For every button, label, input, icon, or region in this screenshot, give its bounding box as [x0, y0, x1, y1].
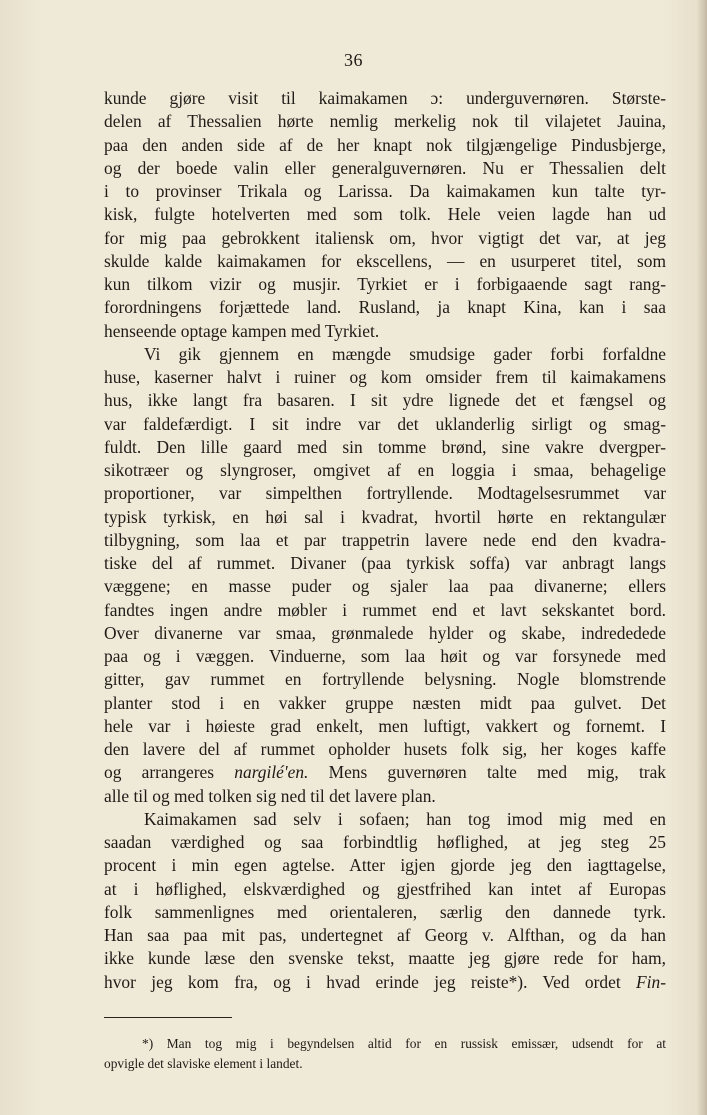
text-line: procent i min egen agtelse. Atter igjen gjorde jeg den iagttagelse, — [104, 855, 666, 876]
text-run: og arrangeres — [104, 762, 235, 783]
text-line: sikotræer og slyngroser, omgivet af en loggia i smaa, behagelige — [104, 460, 666, 480]
text-line: saadan værdighed og saa forbindtlig høflighed, at jeg steg 25 — [104, 832, 666, 852]
text-line: fuldt. Den lille gaard med sin tomme brønd, sine vakre dvergper- — [104, 436, 666, 457]
footnote-divider — [104, 1017, 232, 1018]
italic-term: Fin- — [636, 971, 666, 992]
text-line: i to provinser Trikala og Larissa. Da kaimakamen kun talte tyr- — [104, 181, 666, 201]
text-line: hele var i høieste grad enkelt, men luftigt, vakkert og fornemt. I — [104, 715, 666, 736]
text-line: gitter, gav rummet en fortryllende belysning. Nogle blomstrende — [104, 669, 666, 690]
text-line: fandtes ingen andre møbler i rummet end et lavt sekskantet bord. — [104, 599, 666, 620]
text-line: hus, ikke langt fra basaren. I sit ydre lignede det et fængsel og — [104, 390, 666, 411]
text-line: proportioner, var simpelthen fortryllende. Modtagelsesrummet var — [104, 483, 666, 504]
text-line: for mig paa gebrokkent italiensk om, hvor vigtigt det var, at jeg — [104, 227, 666, 248]
text-line: og der boede valin eller generalguvernøren. Nu er Thessalien delt — [104, 157, 666, 178]
page-number: 36 — [344, 50, 363, 70]
body-text — [104, 87, 666, 994]
text-line: huse, kaserner halvt i ruiner og kom omsider frem til kaimakamens — [104, 367, 666, 387]
paragraph-end-line: henseende optage kampen med Tyrkiet. — [104, 320, 380, 341]
italic-term: nargilé'en. — [234, 762, 309, 783]
text-line: paa og i væggen. Vinduerne, som laa høit og var forsynede med — [104, 646, 666, 666]
text-line: Han saa paa mit pas, undertegnet af Georg v. Alfthan, og da han — [104, 925, 666, 945]
text-run: hvor jeg kom fra, og i hvad erinde jeg reiste*). Ved ordet — [104, 971, 637, 992]
text-line: typisk tyrkisk, en høi sal i kvadrat, hvortil hørte en rektangulær — [104, 506, 666, 527]
text-line: Over divanerne var smaa, grønmalede hylder og skabe, indrededede — [104, 622, 666, 643]
text-line: tilbygning, som laa et par trappetrin lavere nede end den kvadra- — [104, 529, 666, 550]
paragraph-end-line: alle til og med tolken sig ned til det lavere plan. — [104, 785, 436, 806]
footnote-line: opvigle det slaviske element i landet. — [104, 1056, 303, 1071]
text-line: planter stod i en vakker gruppe næsten midt paa gulvet. Det — [104, 692, 666, 713]
page-edge-shadow — [697, 0, 707, 1115]
text-run: Mens guvernøren talte med mig, trak — [308, 762, 666, 783]
text-line: skulde kalde kaimakamen for ekscellens, — en usurperet titel, som — [104, 250, 666, 271]
text-line: kunde gjøre visit til kaimakamen ɔ: underguvernøren. Største- — [104, 88, 666, 108]
text-line-with-italic — [104, 971, 666, 994]
text-line: kun tilkom vizir og musjir. Tyrkiet er i forbigaaende sagt rang- — [104, 274, 666, 294]
text-line: forordningens forjættede land. Rusland, ja knapt Kina, kan i saa — [104, 297, 666, 318]
text-line: at i høflighed, elskværdighed og gjestfrihed kan intet af Europas — [104, 878, 666, 899]
text-line: den lavere del af rummet opholder husets folk sig, her koges kaffe — [104, 739, 666, 759]
text-line: væggene; en masse puder og sjaler laa paa divanerne; ellers — [104, 576, 666, 597]
text-line: delen af Thessalien hørte nemlig merkelig nok til vilajetet Jauina, — [104, 111, 666, 132]
footnote-line: *) Man tog mig i begyndelsen altid for en russisk emissær, udsendt for at — [142, 1036, 666, 1051]
text-line: folk sammenlignes med orientaleren, særlig den dannede tyrk. — [104, 901, 666, 922]
paragraph-start-line: Vi gik gjennem en mængde smudsige gader forbi forfaldne — [144, 343, 666, 364]
footnote — [104, 1034, 666, 1074]
text-line: var faldefærdigt. I sit indre var det uklanderlig sirligt og smag- — [104, 413, 666, 434]
text-line: ikke kunde læse den svenske tekst, maatte jeg gjøre rede for ham, — [104, 948, 666, 969]
paragraph-start-line: Kaimakamen sad selv i sofaen; han tog imod mig med en — [144, 808, 666, 829]
text-line: paa den anden side af de her knapt nok tilgjængelige Pindusbjerge, — [104, 134, 666, 155]
text-line-with-italic — [104, 761, 666, 784]
text-line: tiske del af rummet. Divaner (paa tyrkisk soffa) var anbragt langs — [104, 553, 666, 573]
text-line: kisk, fulgte hotelverten med som tolk. Hele veien lagde han ud — [104, 204, 666, 225]
